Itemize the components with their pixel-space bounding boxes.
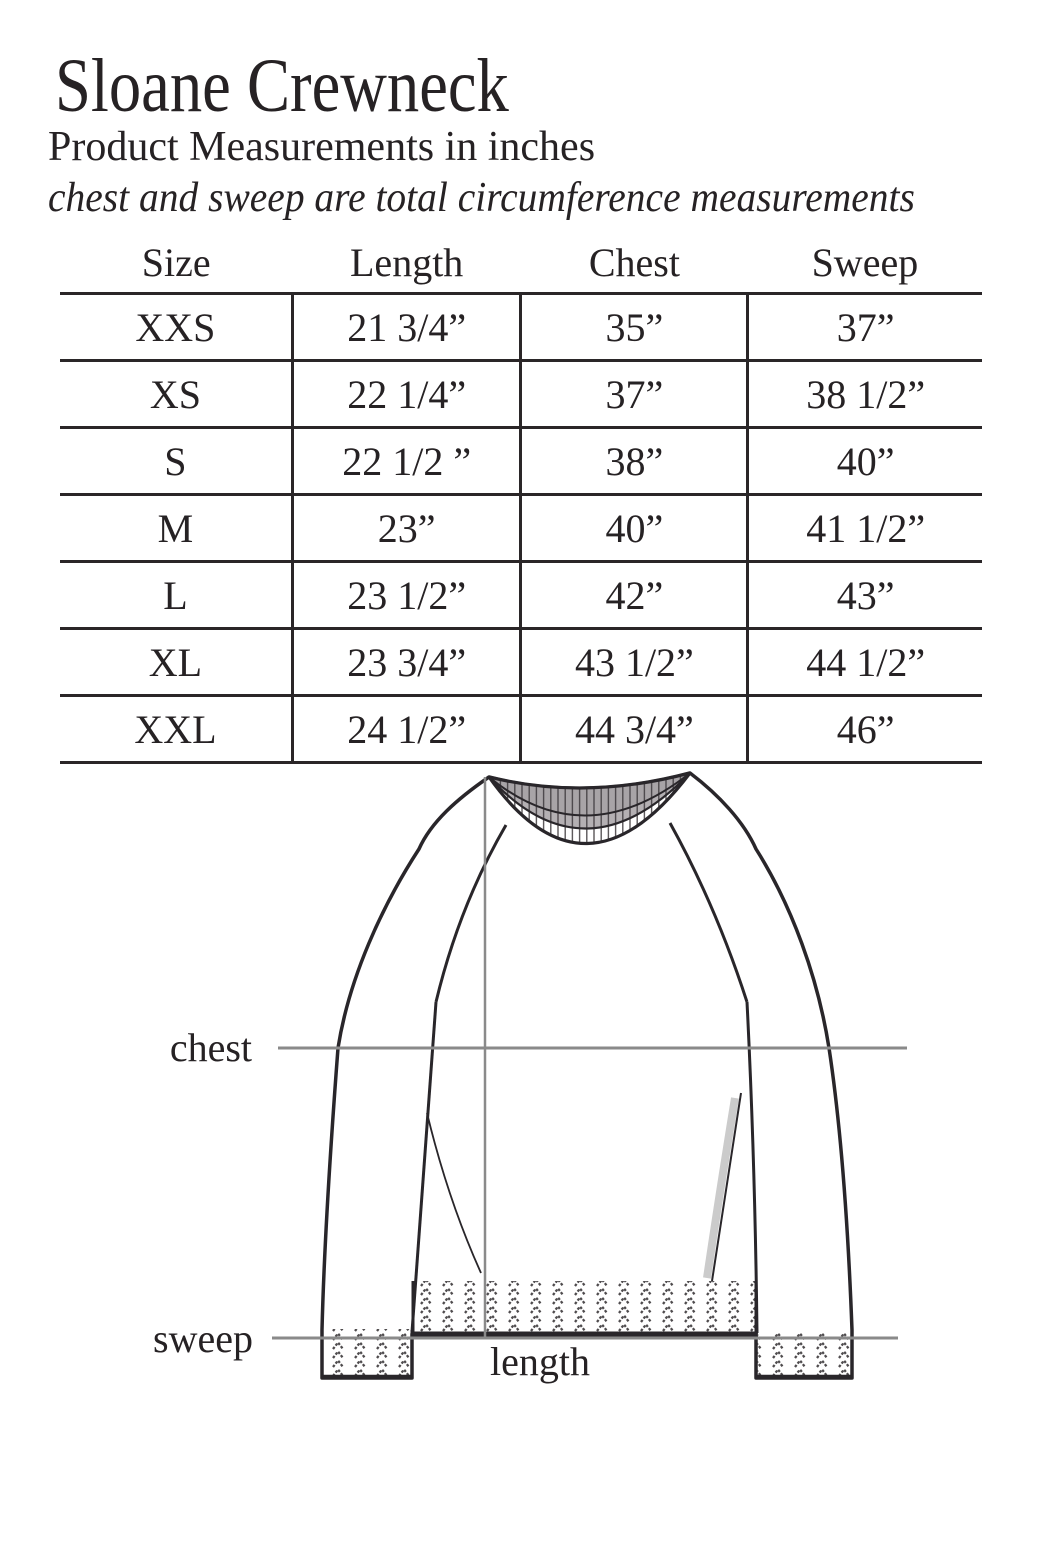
- size-cell: XL: [60, 629, 292, 696]
- column-header-length: Length: [292, 234, 521, 294]
- size-cell: XXS: [60, 294, 292, 361]
- chest-cell: 35”: [521, 294, 748, 361]
- table-row: [60, 495, 982, 562]
- length-cell: 23 1/2”: [292, 562, 521, 629]
- length-cell: 22 1/4”: [292, 361, 521, 428]
- page-subtitle: Product Measurements in inches: [48, 124, 596, 170]
- length-label: length: [490, 1339, 590, 1384]
- size-cell: XS: [60, 361, 292, 428]
- length-cell: 24 1/2”: [292, 696, 521, 763]
- hem-ribbing: [413, 1281, 756, 1333]
- length-cell: 22 1/2 ”: [292, 428, 521, 495]
- table-row: [60, 294, 982, 361]
- chest-cell: 44 3/4”: [521, 696, 748, 763]
- measurement-note: chest and sweep are total circumference measurements: [48, 175, 915, 221]
- sweep-cell: 41 1/2”: [748, 495, 982, 562]
- left-cuff-ribbing: [323, 1329, 412, 1377]
- table-row: [60, 629, 982, 696]
- size-measurements-table: [60, 234, 982, 764]
- chest-cell: 42”: [521, 562, 748, 629]
- chest-cell: 37”: [521, 361, 748, 428]
- length-cell: 21 3/4”: [292, 294, 521, 361]
- length-cell: 23 3/4”: [292, 629, 521, 696]
- size-cell: XXL: [60, 696, 292, 763]
- sweep-cell: 43”: [748, 562, 982, 629]
- sweater-diagram-svg: [150, 740, 930, 1400]
- sweep-cell: 40”: [748, 428, 982, 495]
- chest-cell: 43 1/2”: [521, 629, 748, 696]
- sweep-label: sweep: [153, 1316, 253, 1361]
- length-cell: 23”: [292, 495, 521, 562]
- size-cell: L: [60, 562, 292, 629]
- sweater-technical-drawing: [150, 740, 930, 1400]
- table-header-row: [60, 234, 982, 294]
- sweep-cell: 38 1/2”: [748, 361, 982, 428]
- column-header-chest: Chest: [521, 234, 748, 294]
- page-title: Sloane Crewneck: [55, 44, 509, 128]
- table-row: [60, 361, 982, 428]
- sweep-cell: 44 1/2”: [748, 629, 982, 696]
- chest-label: chest: [169, 1025, 252, 1070]
- column-header-sweep: Sweep: [748, 234, 982, 294]
- size-cell: M: [60, 495, 292, 562]
- size-cell: S: [60, 428, 292, 495]
- sweep-cell: 37”: [748, 294, 982, 361]
- chest-cell: 40”: [521, 495, 748, 562]
- table-row: [60, 562, 982, 629]
- table-row: [60, 428, 982, 495]
- chest-cell: 38”: [521, 428, 748, 495]
- column-header-size: Size: [60, 234, 292, 294]
- sweep-cell: 46”: [748, 696, 982, 763]
